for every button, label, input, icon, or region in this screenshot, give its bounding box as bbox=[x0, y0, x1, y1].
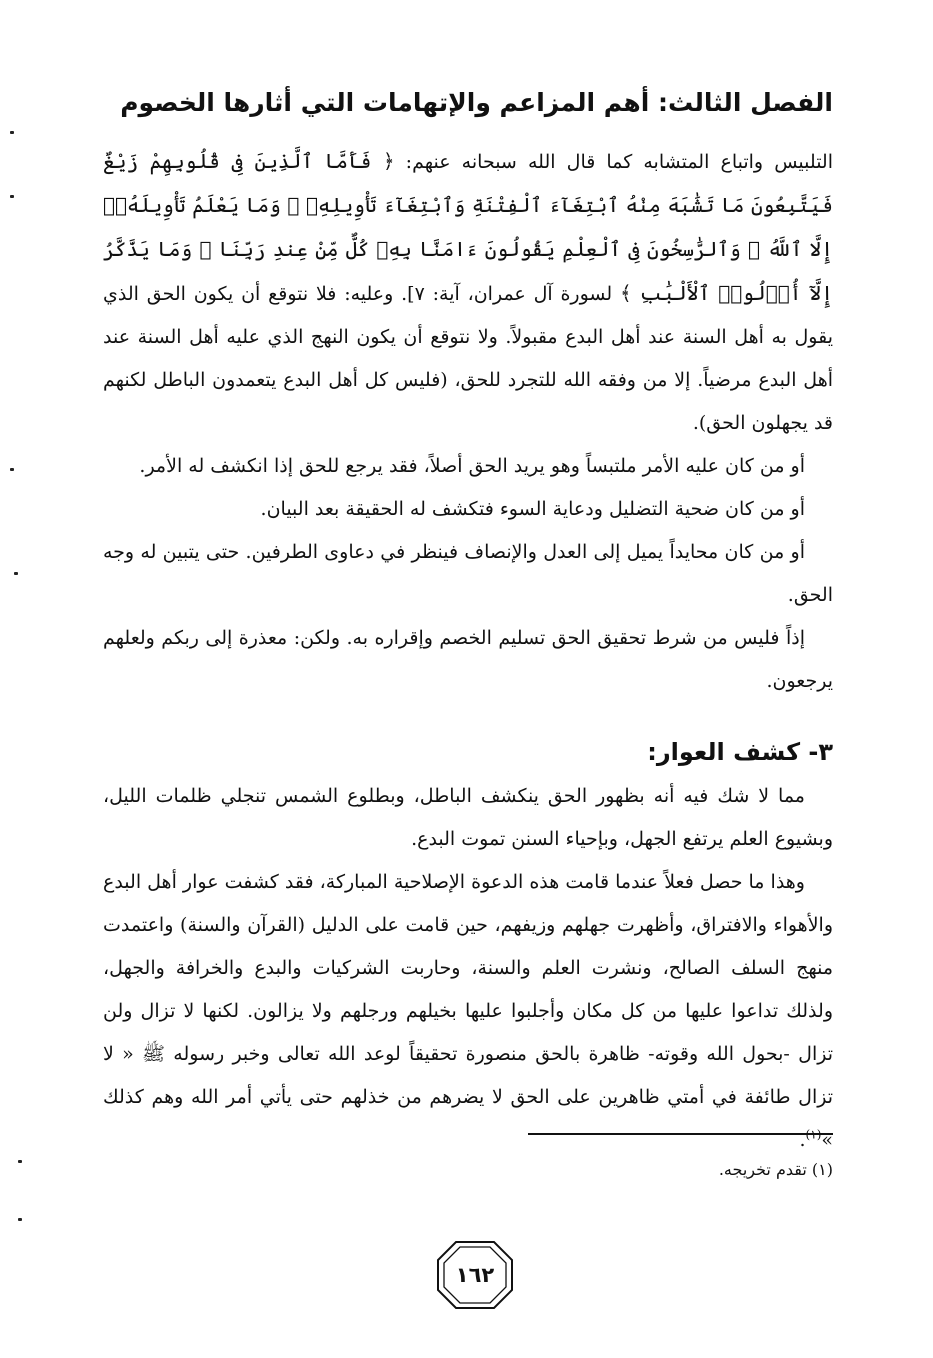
page-number-frame bbox=[434, 1238, 516, 1312]
scan-speck bbox=[10, 468, 14, 471]
scan-speck bbox=[14, 572, 18, 575]
paragraph: مما لا شك فيه أنه بظهور الحق ينكشف الباطل، وبطلوع الشمس تنجلي ظلمات الليل، وبشيوع العلم يرتفع الجهل، وبإحياء السنن تموت البدع. bbox=[103, 785, 833, 850]
footnote: (١) تقدم تخريجه. bbox=[718, 1160, 833, 1179]
paragraph: وهذا ما حصل فعلاً عندما قامت هذه الدعوة الإصلاحية المباركة، فقد كشفت عوار أهل البدع والأهواء والافتراق، وأظهرت جهلهم وزيفهم، حين قامت على الدليل (القرآن والسنة) واعتمدت منهج السلف الصالح، ونشرت العلم والسنة، وحاربت الشركيات والبدع والخرافة والجهل، ولذلك تداعوا عليها من كل مكان وأجلبوا عليها بخيلهم ورجلهم ولا يزالون. لكنها لا تزال ولن تزال -بحول الله وقوته- ظاهرة بالحق منصورة تحقيقاً لوعد الله تعالى وخبر رسوله ﷺ « لا تزال طائفة في أمتي ظاهرين على الحق لا يضرهم من خذلهم حتى يأتي أمر الله وهم كذلك »$^{(١)}$. bbox=[103, 871, 833, 1151]
scan-speck bbox=[10, 195, 14, 198]
paragraph-text: التلبيس واتباع المتشابه كما قال الله سبحانه عنهم: bbox=[394, 151, 833, 173]
paragraph-text: لسورة آل عمران، آية: ٧]. وعليه: فلا نتوقع أن يكون الحق الذي يقول به أهل السنة عند أهل البدع مقبولاً. ولا نتوقع أن يكون النهج الذي عليه أهل السنة عند أهل البدع مرضياً. إلا من وفقه الله للتجرد للحق، (فليس كل أهل البدع يتعمدون الباطل لكنهم قد يجهلون الحق). bbox=[103, 283, 833, 434]
paragraph: أو من كان ضحية التضليل ودعاية السوء فتكشف له الحقيقة بعد البيان. bbox=[260, 498, 805, 520]
paragraph: أو من كان محايداً يميل إلى العدل والإنصاف فينظر في دعاوى الطرفين. حتى يتبين له وجه الحق. bbox=[103, 541, 833, 606]
section-heading: ٣- كشف العوار: bbox=[647, 738, 833, 766]
footnote-separator bbox=[528, 1133, 833, 1135]
page-number: ١٦٢ bbox=[455, 1263, 495, 1287]
quran-verse: ﴿ فَأَمَّا ٱلَّذِينَ فِى قُلُوبِهِمْ زَيْغٌ فَيَتَّبِعُونَ مَا تَشَٰبَهَ مِنْهُ ٱبْتِغَآءَ ٱلْفِتْنَةِ وَٱبْتِغَآءَ تَأْوِيلِهِۦ ۗ وَمَا يَعْلَمُ تَأْوِيلَهُۥٓ إِلَّا ٱللَّهُ ۗ وَٱلرَّٰسِخُونَ فِى ٱلْعِلْمِ يَقُولُونَ ءَامَنَّا بِهِۦ كُلٌّ مِّنْ عِندِ رَبِّنَا ۗ وَمَا يَذَّكَّرُ إِلَّآ أُو۟لُوا۟ ٱلْأَلْبَٰبِ ﴾ bbox=[103, 149, 833, 305]
chapter-header bbox=[120, 82, 833, 122]
chapter-title: الفصل الثالث: أهم المزاعم والإتهامات التي أثارها الخصوم bbox=[120, 87, 833, 117]
paragraph: أو من كان عليه الأمر ملتبساً وهو يريد الحق أصلاً، فقد يرجع للحق إذا انكشف له الأمر. bbox=[139, 455, 805, 477]
footnote-reference: (١) bbox=[805, 1127, 822, 1142]
paragraph-text: وهذا ما حصل فعلاً عندما قامت هذه الدعوة الإصلاحية المباركة، فقد كشفت عوار أهل البدع والأهواء والافتراق، وأظهرت جهلهم وزيفهم، حين قامت على الدليل (القرآن والسنة) واعتمدت منهج السلف الصالح، ونشرت العلم والسنة، وحاربت الشركيات والبدع والخرافة والجهل، ولذلك تداعوا عليها من كل مكان وأجلبوا عليها بخيلهم ورجلهم ولا يزالون. لكنها لا تزال ولن تزال -بحول الله وقوته- ظاهرة بالحق منصورة تحقيقاً لوعد الله تعالى وخبر رسوله ﷺ « لا تزال طائفة في أمتي ظاهرين على الحق لا يضرهم من خذلهم حتى يأتي أمر الله وهم كذلك » bbox=[103, 871, 833, 1151]
paragraph: إذاً فليس من شرط تحقيق الحق تسليم الخصم وإقراره به. ولكن: معذرة إلى ربكم ولعلهم يرجعون. bbox=[103, 627, 833, 692]
main-text bbox=[103, 140, 833, 1162]
scan-speck bbox=[18, 1160, 22, 1163]
scan-speck bbox=[10, 131, 14, 134]
paragraph bbox=[103, 140, 833, 445]
scan-speck bbox=[18, 1218, 22, 1221]
